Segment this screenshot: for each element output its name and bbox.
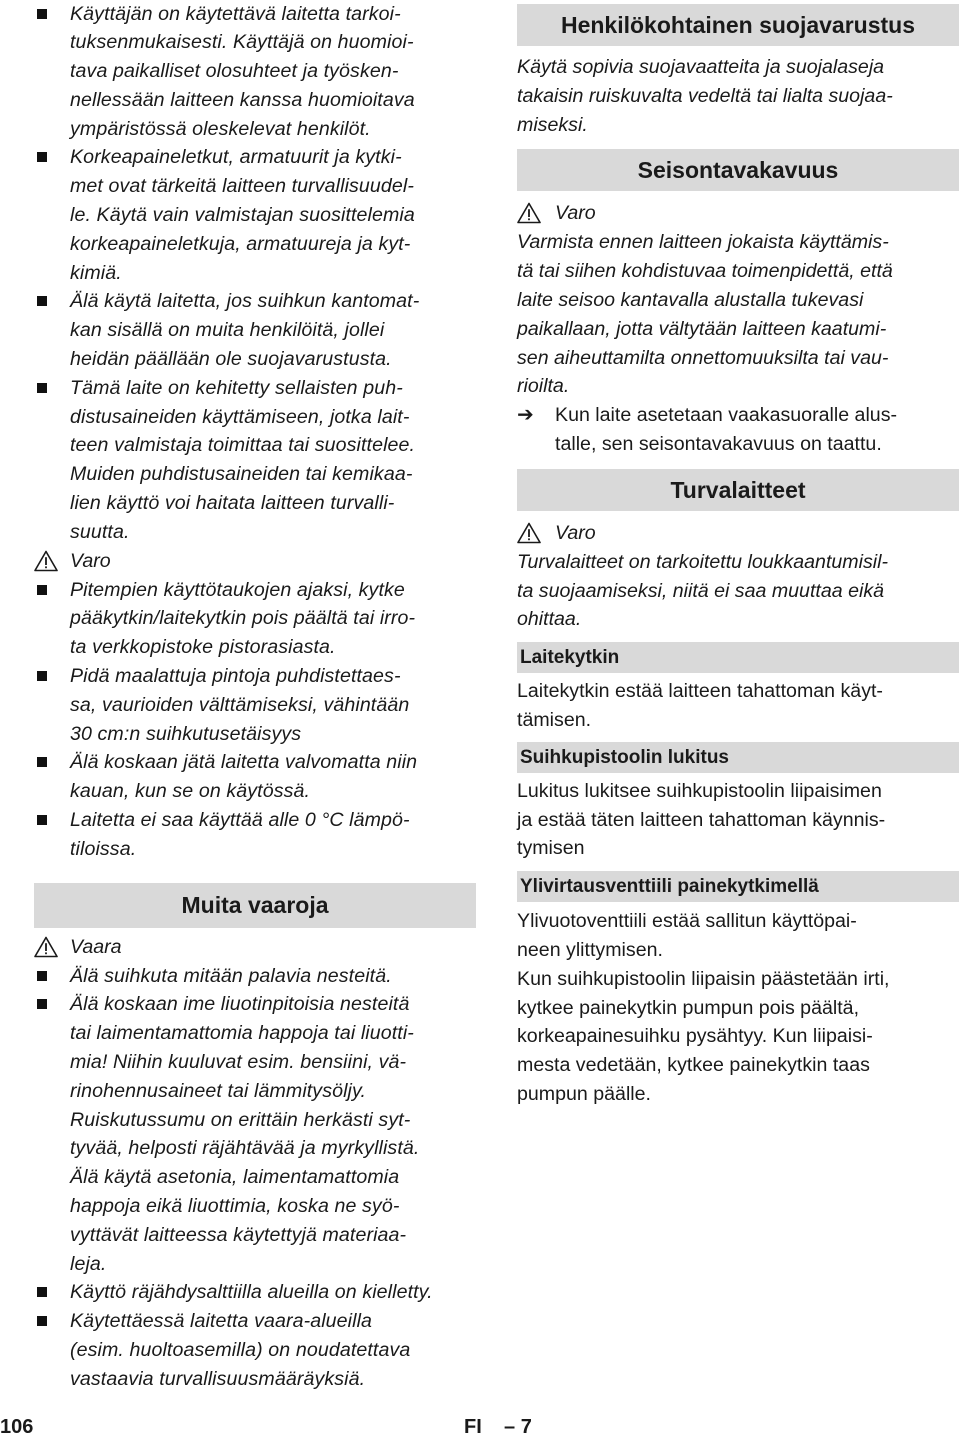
- warning-triangle-icon: [34, 550, 58, 572]
- square-bullet-icon: [37, 1287, 47, 1297]
- text-line: miseksi.: [517, 113, 588, 136]
- square-bullet-icon: [37, 815, 47, 825]
- text-line: met ovat tärkeitä laitteen turvallisuudel-: [70, 175, 414, 198]
- caution-bullet-list: [34, 576, 476, 864]
- square-bullet-icon: [37, 971, 47, 981]
- text-line: le. Käytä vain valmistajan suosittelemia: [70, 204, 415, 227]
- text-line: takaisin ruiskuvalta vedeltä tai lialta suojaa-: [517, 84, 893, 107]
- text-line: Ylivuotoventtiili estää sallitun käyttöpai-: [517, 910, 857, 933]
- text-line: Käytä sopivia suojavaatteita ja suojalaseja: [517, 56, 885, 78]
- text-line: (esim. huoltoasemilla) on noudatettava: [70, 1338, 411, 1361]
- square-bullet-icon: [37, 296, 47, 306]
- stability-title: Seisontavakavuus: [637, 157, 839, 184]
- language-code: FI: [464, 1416, 482, 1438]
- text-line: kauan, kun se on käytössä.: [70, 780, 311, 803]
- gun-lock-paragraph: [517, 777, 959, 863]
- bullet-item: [34, 576, 476, 662]
- text-line: sa, vaurioiden välttämiseksi, vähintään: [70, 693, 410, 716]
- bullet-item: [34, 962, 476, 991]
- text-line: happoja eikä liuottimia, koska ne syö-: [70, 1194, 400, 1217]
- square-bullet-icon: [37, 757, 47, 767]
- text-line: tymisen: [517, 837, 585, 860]
- text-line: ohittaa.: [517, 608, 582, 631]
- square-bullet-icon: [37, 383, 47, 393]
- text-line: Älä suihkuta mitään palavia nesteitä.: [70, 964, 392, 987]
- arrow-right-icon: ➔: [517, 404, 534, 427]
- text-line: Ruiskutussumu on erittäin herkästi syt-: [70, 1108, 411, 1131]
- text-line: tyvää, helposti räjähtävää ja myrkyllistä.: [70, 1137, 420, 1160]
- text-line: Laitekytkin estää laitteen tahattoman käyt-: [517, 680, 883, 703]
- text-line: Tämä laite on kehitetty sellaisten puh-: [70, 376, 403, 399]
- text-line: vyttävät laitteessa käytettyjä materiaa-: [70, 1223, 407, 1246]
- text-line: ta verkkopistoke pistorasiasta.: [70, 636, 336, 659]
- bullet-item: [34, 374, 476, 547]
- text-line: tämisen.: [517, 708, 592, 731]
- text-line: nellessään laitteen kanssa huomioitava: [70, 88, 415, 111]
- text-line: neen ylittymisen.: [517, 938, 663, 961]
- stability-paragraph: [517, 228, 959, 401]
- danger-heading: [34, 933, 476, 962]
- text-line: tuksenmukaisesti. Käyttäjä on huomioi-: [70, 31, 414, 54]
- safety-paragraph: [517, 548, 959, 634]
- text-line: pumpun päälle.: [517, 1082, 651, 1105]
- danger-bullet-list: [34, 962, 476, 1394]
- stability-result: [517, 401, 959, 459]
- text-line: Käytettäessä laitetta vaara-alueilla: [70, 1310, 373, 1333]
- danger-label: Vaara: [70, 935, 122, 958]
- device-switch-heading: [517, 642, 959, 673]
- square-bullet-icon: [37, 1316, 47, 1326]
- text-line: korkeapainesuihku pysähtyy. Kun liipaisi-: [517, 1025, 873, 1048]
- right-column: [517, 0, 959, 1109]
- bullet-item: [34, 287, 476, 373]
- text-line: heidän päällään ole suojavarustusta.: [70, 348, 392, 371]
- square-bullet-icon: [37, 585, 47, 595]
- ppe-title: Henkilökohtainen suojavarustus: [560, 12, 916, 38]
- text-line: Käyttö räjähdysalttiilla alueilla on kielletty.: [70, 1281, 433, 1304]
- footer-section: [464, 1416, 532, 1439]
- safety-caution-heading: [517, 519, 959, 548]
- text-line: teen valmistaja toimittaa tai suosittelee.: [70, 434, 416, 457]
- text-line: Muiden puhdistusaineiden tai kemikaa-: [70, 463, 413, 486]
- intro-bullet-list: [34, 0, 476, 547]
- text-line: tava paikalliset olosuhteet ja työsken-: [70, 60, 399, 83]
- text-line: sen aiheuttamilta onnettomuuksilta tai vau-: [517, 346, 889, 369]
- bullet-item: [34, 143, 476, 287]
- text-line: paikallaan, jotta vältytään laitteen kaatumi-: [517, 317, 887, 340]
- overflow-valve-title: Ylivirtausventtiili painekytkimellä: [520, 876, 819, 898]
- square-bullet-icon: [37, 999, 47, 1009]
- other-hazards-title: Muita vaaroja: [181, 891, 329, 918]
- text-line: ympäristössä oleskelevat henkilöt.: [70, 117, 371, 140]
- text-line: ta suojaamiseksi, niitä ei saa muuttaa eikä: [517, 579, 885, 602]
- other-hazards-heading: [34, 883, 476, 928]
- text-line: mia! Niihin kuuluvat esim. bensiini, vä-: [70, 1051, 407, 1073]
- safety-caution-label: Varo: [555, 521, 596, 544]
- square-bullet-icon: [37, 671, 47, 681]
- text-line: suutta.: [70, 520, 130, 543]
- ppe-heading: [517, 4, 959, 46]
- text-line: kimiä.: [70, 261, 122, 284]
- text-line: pääkytkin/laitekytkin pois päältä tai irro-: [70, 607, 416, 630]
- stability-caution-label: Varo: [555, 202, 596, 225]
- overflow-valve-heading: [517, 871, 959, 902]
- left-column: [34, 0, 476, 1394]
- text-line: Kun laite asetetaan vaakasuoralle alus-: [555, 404, 898, 427]
- gun-lock-heading: [517, 742, 959, 773]
- caution-label: Varo: [70, 549, 111, 572]
- stability-heading: [517, 149, 959, 191]
- page-footer: [0, 1411, 960, 1441]
- text-line: Käyttäjän on käytettävä laitetta tarkoi-: [70, 2, 401, 25]
- text-line: leja.: [70, 1252, 107, 1275]
- bullet-item: [34, 1307, 476, 1393]
- text-line: rinohennusaineet tai lämmitysöljy.: [70, 1079, 366, 1102]
- text-line: Lukitus lukitsee suihkupistoolin liipaisimen: [517, 779, 882, 802]
- text-line: Älä käytä laitetta, jos suihkun kantomat-: [70, 290, 420, 313]
- text-line: Älä koskaan ime liuotinpitoisia nesteitä: [70, 993, 410, 1016]
- caution-heading: [34, 547, 476, 576]
- text-line: Varmista ennen laitteen jokaista käyttämis-: [517, 231, 889, 254]
- text-line: talle, sen seisontavakavuus on taattu.: [555, 432, 882, 455]
- bullet-item: [34, 990, 476, 1278]
- text-line: Korkeapaineletkut, armatuurit ja kytki-: [70, 146, 402, 169]
- device-switch-title: Laitekytkin: [520, 647, 620, 669]
- safety-devices-heading: [517, 469, 959, 511]
- text-line: tä tai siihen kohdistuvaa toimenpidettä, että: [517, 260, 893, 283]
- text-line: vastaavia turvallisuusmääräyksiä.: [70, 1367, 366, 1390]
- square-bullet-icon: [37, 9, 47, 19]
- text-line: Pidä maalattuja pintoja puhdistettaes-: [70, 665, 401, 688]
- text-line: rioilta.: [517, 375, 570, 398]
- text-line: Älä käytä asetonia, laimentamattomia: [70, 1166, 400, 1189]
- text-line: tiloissa.: [70, 837, 137, 860]
- text-line: distusaineiden käyttämiseen, jotka lait-: [70, 405, 410, 428]
- text-line: kan sisällä on muita henkilöitä, jollei: [70, 319, 385, 342]
- text-line: lien käyttö voi haitata laitteen turvalli-: [70, 492, 395, 515]
- text-line: Turvalaitteet on tarkoitettu loukkaantumisil-: [517, 550, 888, 573]
- text-line: Kun suihkupistoolin liipaisin päästetään irti,: [517, 967, 890, 990]
- section-page: – 7: [504, 1416, 532, 1438]
- warning-triangle-icon: [34, 936, 58, 958]
- ppe-paragraph: [517, 53, 959, 139]
- text-line: Laitetta ei saa käyttää alle 0 °C lämpö-: [70, 809, 410, 832]
- text-line: Pitempien käyttötaukojen ajaksi, kytke: [70, 578, 405, 601]
- stability-caution-heading: [517, 199, 959, 228]
- warning-triangle-icon: [517, 522, 541, 544]
- text-line: laite seisoo kantavalla alustalla tukevasi: [517, 288, 864, 311]
- bullet-item: [34, 806, 476, 864]
- text-line: tai laimentamattomia happoja tai liuotti-: [70, 1022, 414, 1045]
- bullet-item: [34, 748, 476, 806]
- device-switch-paragraph: [517, 677, 959, 735]
- square-bullet-icon: [37, 152, 47, 162]
- bullet-item: [34, 0, 476, 143]
- text-line: Älä koskaan jätä laitetta valvomatta niin: [70, 751, 418, 774]
- page-number: 106: [0, 1416, 34, 1438]
- text-line: ja estää täten laitteen tahattoman käynnis-: [517, 808, 886, 831]
- bullet-item: [34, 662, 476, 748]
- warning-triangle-icon: [517, 202, 541, 224]
- text-line: korkeapaineletkuja, armatuureja ja kyt-: [70, 232, 411, 255]
- bullet-item: [34, 1278, 476, 1307]
- text-line: 30 cm:n suihkutusetäisyys: [70, 722, 302, 745]
- text-line: mesta vedetään, kytkee painekytkin taas: [517, 1054, 870, 1077]
- overflow-valve-paragraph: [517, 907, 959, 1109]
- gun-lock-title: Suihkupistoolin lukitus: [520, 746, 729, 768]
- safety-devices-title: Turvalaitteet: [670, 476, 806, 503]
- text-line: kytkee painekytkin pumpun pois päältä,: [517, 996, 860, 1019]
